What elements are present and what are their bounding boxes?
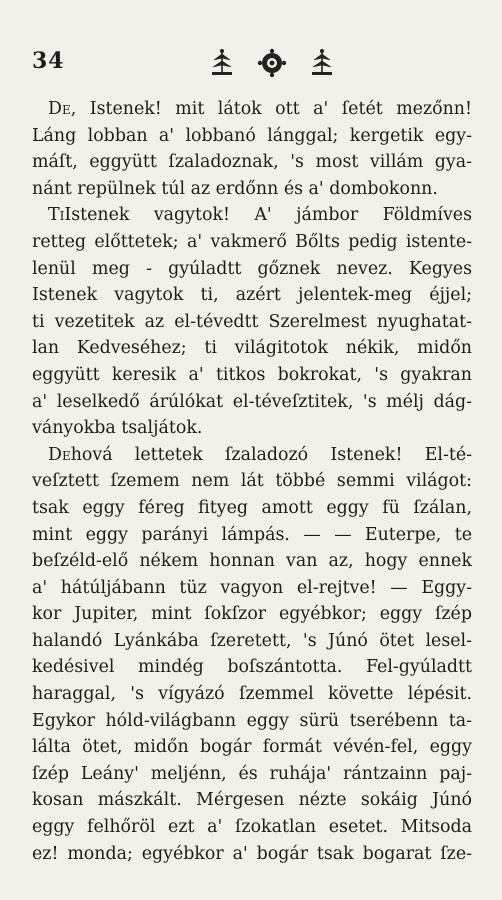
line-text: eggyütt keresik a' titkos bokrokat, 's gyakran <box>32 364 472 385</box>
lead-word: De <box>48 99 71 119</box>
text-line <box>32 761 472 788</box>
line-text: máſt, eggyütt ſzaladoznak, 's most villám gya- <box>32 152 472 173</box>
line-text: , Istenek! mit látok ott a' ſetét mezőnn! <box>70 99 472 119</box>
line-text: a' leselkedő árúlókat el-téveſztitek, 's mélj dág- <box>32 391 472 412</box>
line-text: ványokba tsaljátok. <box>32 418 203 439</box>
body-text <box>32 96 472 867</box>
text-line <box>32 468 472 495</box>
line-text: haraggal, 's vígyázó ſzemmel követte lépésit. <box>32 684 472 705</box>
text-line <box>32 601 472 628</box>
line-text: veſztett ſzemem nem lát többé semmi világot: <box>32 471 472 492</box>
text-line <box>32 202 472 229</box>
text-line <box>32 389 472 416</box>
text-line <box>32 442 472 469</box>
line-text: Istenek vagytok! A' jámbor Földmíves <box>64 205 472 226</box>
text-line <box>32 309 472 336</box>
line-text: hová lettetek ſzaladozó Istenek! El-té- <box>70 444 472 465</box>
lead-word: Ti <box>48 205 65 226</box>
line-text: Láng lobban a' lobbanó lánggal; kergetik egy- <box>32 125 472 146</box>
text-line <box>32 628 472 655</box>
text-line <box>32 734 472 761</box>
text-line <box>32 123 472 150</box>
line-text: lan Kedveséhez; ti világitotok nékik, midőn <box>32 338 472 359</box>
text-line <box>32 654 472 681</box>
line-text: lálta ötet, midőn bogár formát vévén-fel, eggy <box>32 737 472 758</box>
text-line <box>32 282 472 309</box>
floral-ornament-icon <box>192 46 352 80</box>
text-line <box>32 362 472 389</box>
line-text: kosan mászkált. Mérgesen nézte sokáig Júnó <box>32 790 472 811</box>
text-line <box>32 708 472 735</box>
page-number: 34 <box>32 48 65 74</box>
text-line <box>32 256 472 283</box>
line-text: eggy felhőröl ezt a' ſzokatlan esetet. Mitsoda <box>32 817 472 838</box>
line-text: a' hátúljábann tüz vagyon el-rejtve! — Eggy- <box>32 577 472 598</box>
text-line <box>32 787 472 814</box>
text-line <box>32 176 472 203</box>
line-text: mint eggy parányi lámpás. — — Euterpe, te <box>32 524 472 545</box>
line-text: ez! monda; egyébkor a' bogár tsak bogarat ſze- <box>32 843 472 864</box>
line-text: ſzép Leány' meljénn, és ruhája' rántzainn paj- <box>32 763 472 784</box>
text-line <box>32 495 472 522</box>
text-line <box>32 335 472 362</box>
text-line <box>32 681 472 708</box>
text-line <box>32 522 472 549</box>
line-text: beſzéld-elő nékem honnan van az, hogy ennek <box>32 551 472 572</box>
line-text: lenül meg - gyúladtt gőznek nevez. Kegyes <box>32 258 472 279</box>
line-text: nánt repülnek túl az erdőnn és a' dombokonn. <box>32 178 438 199</box>
text-line <box>32 149 472 176</box>
lead-word: De <box>48 444 71 465</box>
text-line <box>32 96 472 123</box>
text-line <box>32 548 472 575</box>
line-text: halandó Lyánkába ſzeretett, 's Júnó ötet lesel- <box>32 630 472 651</box>
text-line <box>32 814 472 841</box>
line-text: retteg előttetek; a' vakmerő Bőlts pedig istente- <box>32 231 472 252</box>
text-line <box>32 841 472 868</box>
page-header <box>32 46 472 82</box>
line-text: kedésivel mindég boſszántotta. Fel-gyúladtt <box>32 657 472 678</box>
text-line <box>32 575 472 602</box>
line-text: kor Jupiter, mint ſokſzor egyébkor; eggy ſzép <box>32 604 472 625</box>
text-line <box>32 415 472 442</box>
text-line <box>32 229 472 256</box>
line-text: tsak eggy féreg fityeg amott eggy fü ſzálan, <box>32 497 472 518</box>
line-text: Egykor hóld-világbann eggy sürü tserébenn ta- <box>32 710 472 731</box>
line-text: Istenek vagytok ti, azért jelentek-meg éjjel; <box>32 285 472 306</box>
line-text: ti vezetitek az el-tévedtt Szerelmest nyughatat- <box>32 311 472 332</box>
